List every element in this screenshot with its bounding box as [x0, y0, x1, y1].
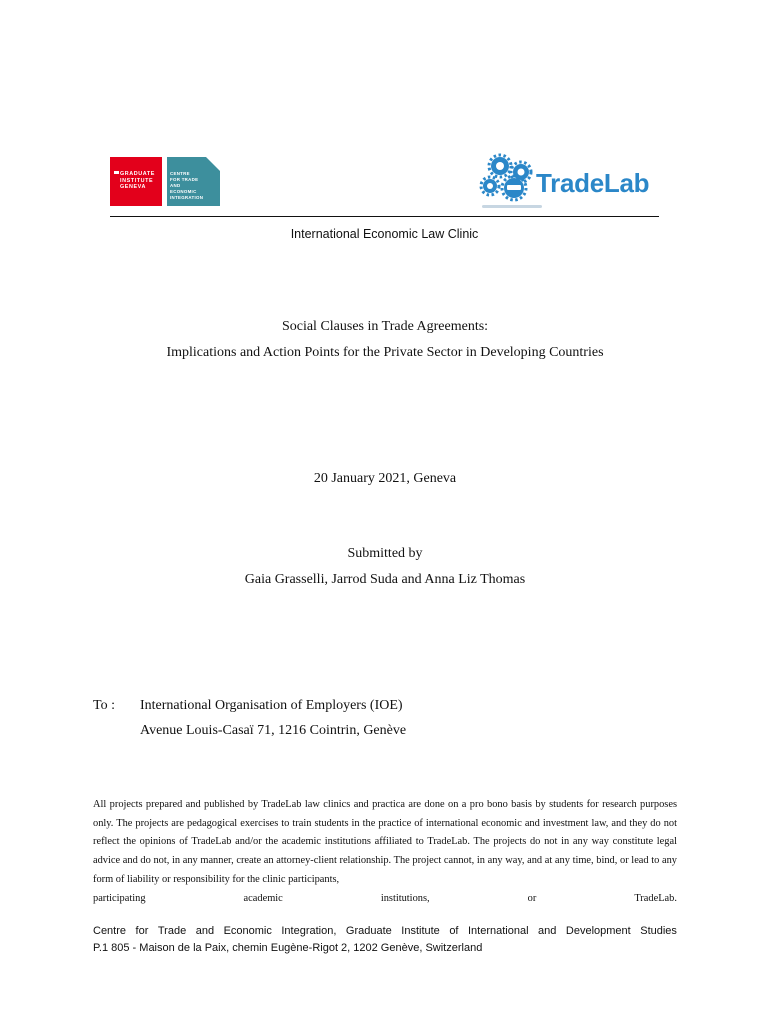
tradelab-logo	[474, 150, 664, 212]
footer-word: Institute	[401, 925, 440, 937]
disclaimer-last-line	[93, 890, 677, 909]
graduate-institute-mark	[114, 171, 119, 174]
centre-logo-text: CENTRE FOR TRADE AND ECONOMIC INTEGRATION	[170, 171, 204, 200]
graduate-institute-logo-text: GRADUATE INSTITUTE GENEVA	[120, 171, 155, 191]
clinic-heading: International Economic Law Clinic	[290, 227, 479, 241]
disclaimer	[93, 796, 677, 908]
footer-word: International	[468, 925, 529, 937]
document-title-line-1: Social Clauses in Trade Agreements:	[281, 319, 489, 334]
footer-word: and	[538, 925, 557, 937]
footer-line-1	[93, 923, 677, 940]
disclaimer-word: academic	[243, 892, 283, 904]
footer-word: of	[449, 925, 459, 937]
footer-word: and	[195, 925, 215, 937]
recipient-label: To :	[93, 698, 115, 713]
footer-word: Development	[565, 925, 631, 937]
gears-icon	[474, 150, 544, 212]
graduate-institute-logo	[110, 157, 162, 206]
tradelab-wordmark: TradeLab	[536, 168, 650, 198]
footer-line-2: P.1 805 - Maison de la Paix, chemin Eugène-Rigot 2, 1202 Genève, Switzerland	[93, 942, 483, 954]
authors: Gaia Grasselli, Jarrod Suda and Anna Liz Thomas	[244, 572, 526, 587]
footer-word: Studies	[640, 925, 677, 937]
footer-word: Trade	[157, 925, 187, 937]
footer-word: Graduate	[345, 925, 392, 937]
disclaimer-word: institutions,	[380, 892, 430, 904]
document-title-line-2: Implications and Action Points for the Private Sector in Developing Countries	[166, 345, 604, 360]
footer-word: Economic	[223, 925, 272, 937]
disclaimer-body: All projects prepared and published by TradeLab law clinics and practica are done on a pro bono basis by students for research purposes only. The projects are pedagogical exercises to train students in the practice of international economic and investment law, and they do not reflect the opinions of TradeLab and/or the academic institutions affiliated to TradeLab. The projects do not in any way constitute legal advice and do not, in any manner, create an attorney-client relationship. The project cannot, in any way, and at any time, bind, or lead to any form of liability or responsibility for the clinic participants,	[93, 799, 677, 885]
disclaimer-word: or	[527, 892, 537, 904]
header-rule	[110, 216, 659, 217]
document-date: 20 January 2021, Geneva	[313, 471, 457, 486]
recipient-address: Avenue Louis-Casaï 71, 1216 Cointrin, Genève	[140, 723, 407, 738]
recipient-name: International Organisation of Employers (IOE)	[140, 698, 403, 713]
disclaimer-word: participating	[93, 892, 146, 904]
disclaimer-word: TradeLab.	[634, 892, 677, 904]
footer-word: Integration,	[281, 925, 337, 937]
centre-trade-integration-logo	[167, 157, 220, 206]
footer-address	[93, 923, 677, 957]
footer-word: Centre	[93, 925, 127, 937]
footer-word: for	[135, 925, 149, 937]
submitted-by-label: Submitted by	[347, 546, 423, 561]
